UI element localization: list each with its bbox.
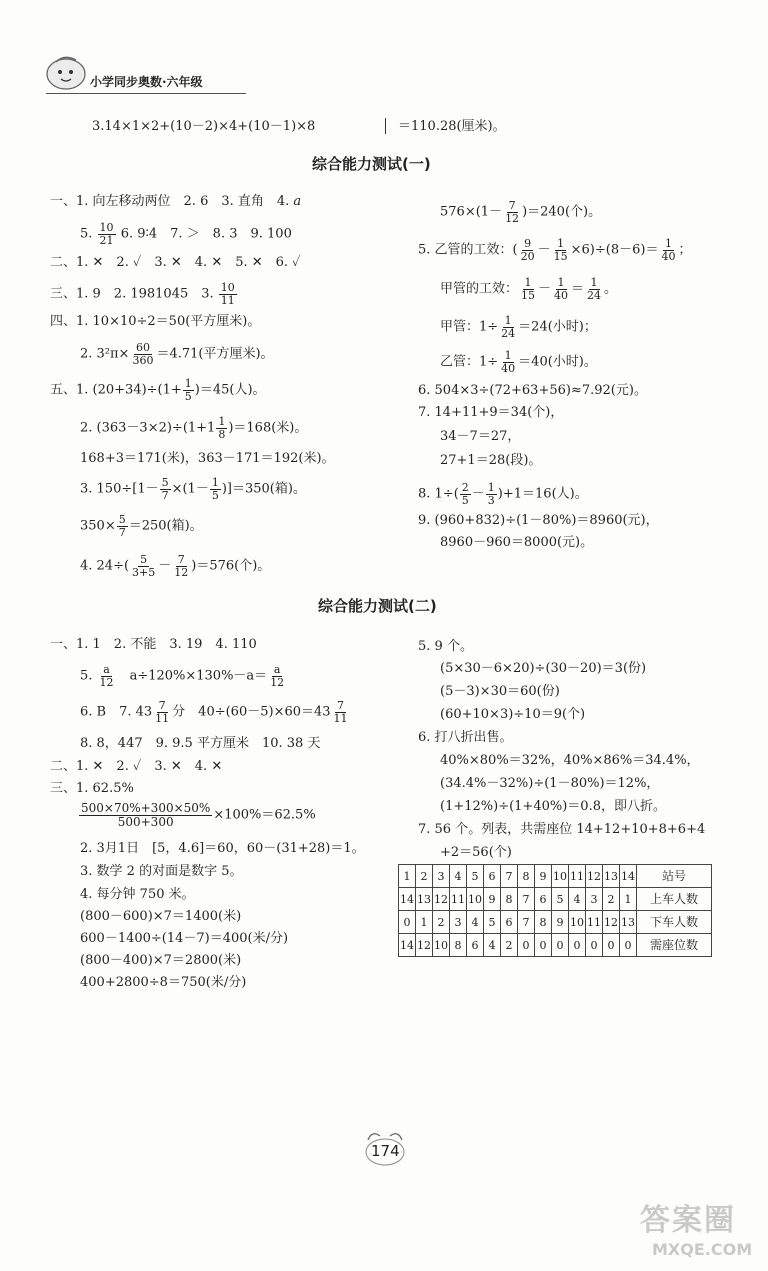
s1-right6: 6. 504×3÷(72+63+56)≈7.92(元)。 [418, 383, 647, 398]
s2-line14: 400+2800÷8＝750(米/分) [80, 975, 247, 990]
station-table-cell: 0 [586, 934, 603, 957]
s1-line3: 二、1. ✕ 2. ✓ 3. ✕ 4. ✕ 5. ✕ 6. ✓ [50, 255, 301, 270]
page-number: 174 [371, 1142, 400, 1160]
s1-line11: 350× $\frac{5}{7}$ ＝250(箱)。 [80, 513, 203, 539]
s2-line6: 三、1. 62.5% [50, 781, 134, 796]
station-table-cell: 6 [484, 865, 501, 888]
s2-line8: 2. 3月1日 [5，4.6]＝60，60－(31+28)＝1。 [80, 841, 365, 856]
station-table-row-label: 需座位数 [637, 934, 712, 957]
station-table-cell: 11 [586, 911, 603, 934]
station-table-cell: 0 [535, 934, 552, 957]
s2-line11: (800－600)×7＝1400(米) [80, 909, 242, 924]
s1-line4: 三、1. 9 2. 1981045 3. $\frac{10}{11}$ [50, 281, 235, 307]
station-table-cell: 10 [552, 865, 569, 888]
station-table-cell: 8 [501, 888, 518, 911]
station-table-cell: 2 [603, 888, 620, 911]
section-title-1: 综合能力测试(一) [312, 155, 431, 173]
s1-line6: 2. 3²π× $\frac{60}{360}$ ＝4.71(平方厘米)。 [80, 341, 274, 367]
s1-line9: 168+3＝171(米)，363－171＝192(米)。 [80, 451, 335, 466]
station-table-cell: 0 [399, 911, 416, 934]
s2-line13: (800－400)×7＝2800(米) [80, 953, 242, 968]
station-table-cell: 0 [569, 934, 586, 957]
s1-right9: 27+1＝28(段)。 [440, 453, 542, 468]
s2-right1: 5. 9 个。 [418, 639, 473, 654]
station-table-cell: 2 [501, 934, 518, 957]
station-table-cell: 3 [586, 888, 603, 911]
station-table-cell: 7 [518, 911, 535, 934]
s1-line8: 2. (363－3×2)÷(1+1 $\frac{1}{8}$ )＝168(米)。 [80, 415, 308, 441]
station-table-cell: 7 [501, 865, 518, 888]
station-table-cell: 1 [416, 911, 433, 934]
station-table-cell: 0 [552, 934, 569, 957]
station-table-cell: 13 [603, 865, 620, 888]
station-table-cell: 10 [433, 934, 450, 957]
station-table-cell: 2 [433, 911, 450, 934]
station-table-row-label: 上车人数 [637, 888, 712, 911]
station-table-cell: 1 [620, 888, 637, 911]
watermark-url: MXQE.COM [652, 1240, 753, 1259]
station-table-cell: 2 [416, 865, 433, 888]
s2-right3: (5－3)×30＝60(份) [440, 684, 560, 699]
station-table-cell: 7 [518, 888, 535, 911]
s2-right8: (1+12%)÷(1+40%)＝0.8，即八折。 [440, 799, 666, 814]
s1-right7: 7. 14+11+9＝34(个)， [418, 405, 564, 420]
station-table-cell: 8 [535, 911, 552, 934]
station-table-cell: 14 [399, 934, 416, 957]
station-table-cell: 14 [399, 888, 416, 911]
s2-right2: (5×30－6×20)÷(30－20)＝3(份) [440, 661, 647, 676]
station-table-cell: 11 [569, 865, 586, 888]
station-table-cell: 14 [620, 865, 637, 888]
s1-right5: 乙管：1÷ $\frac{1}{40}$ ＝40(小时)。 [440, 349, 597, 375]
station-table-cell: 0 [603, 934, 620, 957]
s1-line7: 五、1. (20+34)÷(1+ $\frac{1}{5}$ )＝45(人)。 [50, 377, 266, 403]
s2-line9: 3. 数学 2 的对面是数字 5。 [80, 864, 243, 879]
watermark-text: 答案圈 [640, 1203, 736, 1238]
station-table-row [399, 911, 712, 934]
s2-line4: 8. 8，447 9. 9.5 平方厘米 10. 38 天 [80, 736, 321, 751]
s1-line2: 5. $\frac{10}{21}$ 6. 9∶4 7. ＞ 8. 3 9. 100 [80, 221, 292, 247]
station-table-cell: 0 [620, 934, 637, 957]
station-table-row-label: 下车人数 [637, 911, 712, 934]
s1-right12: 8960－960＝8000(元)。 [440, 535, 594, 550]
station-table-cell: 13 [620, 911, 637, 934]
station-table-cell: 9 [535, 865, 552, 888]
station-table-cell: 4 [484, 934, 501, 957]
s2-line12: 600－1400÷(14－7)＝400(米/分) [80, 931, 289, 946]
station-table-cell: 0 [518, 934, 535, 957]
station-table-cell: 3 [450, 911, 467, 934]
station-table-row [399, 934, 712, 957]
station-table-cell: 10 [467, 888, 484, 911]
s1-right8: 34－7＝27， [440, 429, 521, 444]
station-table-cell: 9 [552, 911, 569, 934]
station-table-cell: 6 [467, 934, 484, 957]
s2-right7: (34.4%－32%)÷(1－80%)＝12%， [440, 776, 660, 791]
station-table-cell: 1 [399, 865, 416, 888]
s2-right10: +2＝56(个) [440, 845, 512, 860]
s2-line7: $\frac{500\times 70\%+300\times 50\%}{500+300}$ ×100%＝62.5% [81, 801, 316, 829]
s2-line1: 一、1. 1 2. 不能 3. 19 4. 110 [50, 637, 257, 652]
s1-right3: 甲管的工效： $\frac{1}{15}$ － $\frac{1}{40}$ ＝ $\frac{1}{24}$ 。 [440, 276, 618, 302]
station-table-cell: 4 [450, 865, 467, 888]
s1-right11: 9. (960+832)÷(1－80%)＝8960(元)， [418, 513, 659, 528]
section-title-2: 综合能力测试(二) [318, 597, 437, 615]
s2-right9: 7. 56 个。列表，共需座位 14+12+10+8+6+4 [418, 822, 706, 837]
station-table-row [399, 888, 712, 911]
s2-line10: 4. 每分钟 750 米。 [80, 887, 195, 902]
column-divider [385, 118, 386, 134]
header-rule [46, 93, 246, 94]
intro-right: ＝110.28(厘米)。 [398, 119, 506, 134]
station-table-cell: 8 [518, 865, 535, 888]
s1-right1: 576×(1－ $\frac{7}{12}$ )＝240(个)。 [440, 199, 602, 225]
s1-line10: 3. 150÷[1－ $\frac{5}{7}$ ×(1－ $\frac{1}{5}$ )]＝350(箱)。 [80, 476, 306, 502]
station-table-cell: 8 [450, 934, 467, 957]
station-table [398, 864, 712, 957]
s2-right5: 6. 打八折出售。 [418, 730, 513, 745]
station-table-cell: 5 [467, 865, 484, 888]
station-table-row [399, 865, 712, 888]
intro-left: 3.14×1×2+(10－2)×4+(10－1)×8 [92, 119, 316, 134]
station-table-row-label: 站号 [637, 865, 712, 888]
station-table-cell: 11 [450, 888, 467, 911]
s2-right6: 40%×80%＝32%，40%×86%＝34.4%， [440, 753, 700, 768]
s1-line5: 四、1. 10×10÷2＝50(平方厘米)。 [50, 314, 261, 329]
station-table-cell: 5 [484, 911, 501, 934]
station-table-cell: 5 [552, 888, 569, 911]
station-table-cell: 12 [603, 911, 620, 934]
station-table-cell: 12 [586, 865, 603, 888]
station-table-cell: 12 [416, 934, 433, 957]
s1-right10: 8. 1÷( $\frac{2}{5}$ － $\frac{1}{3}$ )+1＝16(人)。 [418, 481, 588, 507]
mascot-logo [44, 52, 90, 92]
station-table-cell: 4 [569, 888, 586, 911]
station-table-cell: 12 [433, 888, 450, 911]
s2-line5: 二、1. ✕ 2. ✓ 3. ✕ 4. ✕ [50, 759, 223, 774]
s1-right2: 5. 乙管的工效：( $\frac{9}{20}$ － $\frac{1}{15}$ ×6)÷(8－6)＝ $\frac{1}{40}$ ； [418, 237, 692, 263]
header-title: 小学同步奥数·六年级 [90, 75, 203, 89]
s1-line1: 一、1. 向左移动两位 2. 6 3. 直角 4. a [50, 194, 302, 209]
station-table-cell: 3 [433, 865, 450, 888]
s2-line3: 6. B 7. 43 $\frac{7}{11}$ 分 40÷(60－5)×60＝43 $\frac{7}{11}$ [80, 699, 348, 725]
s1-right4: 甲管：1÷ $\frac{1}{24}$ ＝24(小时)； [440, 314, 597, 340]
s2-right4: (60+10×3)÷10＝9(个) [440, 707, 586, 722]
s2-line2: 5. $\frac{a}{12}$ a÷120%×130%－a＝ $\frac{a}{12}$ [80, 663, 285, 689]
station-table-cell: 4 [467, 911, 484, 934]
station-table-cell: 6 [535, 888, 552, 911]
station-table-cell: 9 [484, 888, 501, 911]
station-table-cell: 6 [501, 911, 518, 934]
station-table-cell: 13 [416, 888, 433, 911]
station-table-cell: 10 [569, 911, 586, 934]
s1-line12: 4. 24÷( $\frac{5}{3+5}$ － $\frac{7}{12}$ )＝576(个)。 [80, 553, 271, 579]
